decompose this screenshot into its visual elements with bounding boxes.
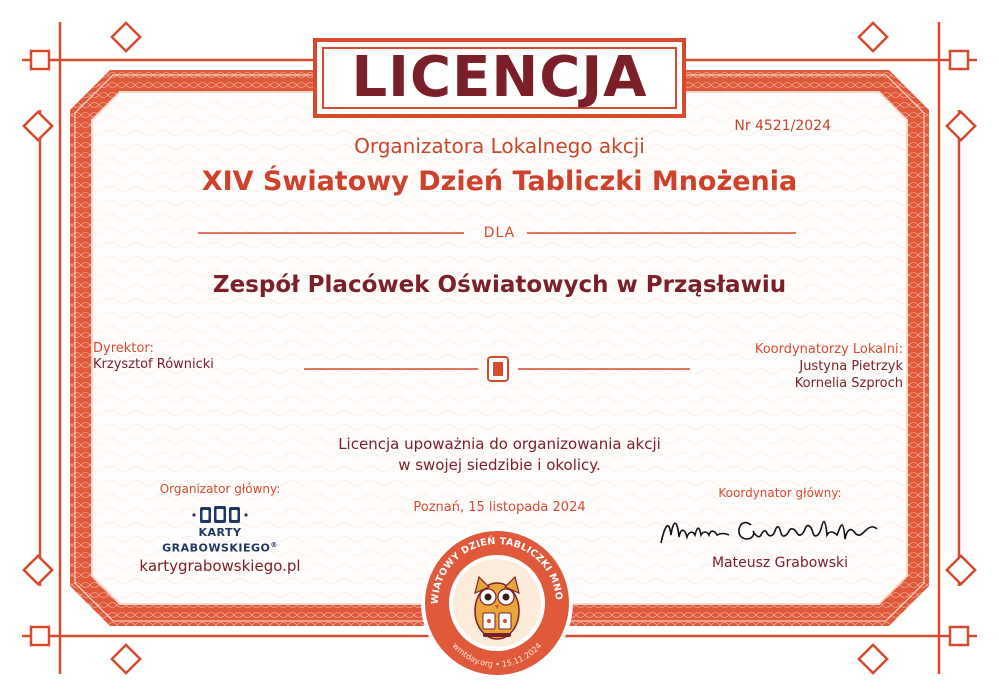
seal-bottom-text: wmtday.org • 15.11.2024 [450, 641, 544, 670]
local-coordinator-name: Kornelia Szproch [794, 376, 903, 391]
local-coordinators-label: Koordynatorzy Lokalni: [754, 342, 903, 357]
recipient-name: Zespół Placówek Oświatowych w Prząsławiu [212, 272, 787, 298]
license-number: Nr 4521/2024 [734, 118, 831, 134]
organizer-logo [150, 505, 290, 555]
local-coordinators-block [755, 341, 903, 392]
registered-mark: ® [270, 541, 278, 549]
card-icon [488, 357, 508, 381]
event-name: XIV Światowy Dzień Tabliczki Mnożenia [201, 166, 798, 197]
subtitle: Organizatora Lokalnego akcji [354, 134, 645, 158]
owl-mascot-icon [475, 577, 519, 639]
director-block [93, 341, 214, 373]
logo-line-1: KARTY [198, 526, 242, 539]
main-coordinator-name: Mateusz Grabowski [711, 555, 849, 571]
authorization-text: Licencja upoważnia do organizowania akcji w swojej siedzibie i okolicy. [338, 435, 661, 474]
main-coordinator-label: Koordynator główny: [718, 486, 842, 500]
organizer-url[interactable]: kartygrabowskiego.pl [139, 557, 301, 575]
seal-ring-text: WIATOWY DZIEŃ TABLICZKI MNO [429, 535, 565, 605]
place-date: Poznań, 15 listopada 2024 [413, 500, 586, 515]
event-seal [421, 527, 573, 679]
for-label: DLA [483, 225, 516, 241]
director-label: Dyrektor: [93, 341, 154, 356]
director-name: Krzysztof Równicki [93, 357, 214, 372]
certificate-title: LICENCJA [351, 45, 648, 110]
signature [655, 505, 885, 555]
title-frame [313, 38, 686, 118]
local-coordinator-name: Justyna Pietrzyk [799, 359, 903, 374]
logo-line-2: GRABOWSKIEGO [162, 541, 271, 555]
cards-logo-icon [190, 505, 250, 525]
main-organizer-label: Organizator główny: [159, 482, 281, 496]
svg-text:wmtday.org • 15.11.2024 [451, 641, 544, 669]
